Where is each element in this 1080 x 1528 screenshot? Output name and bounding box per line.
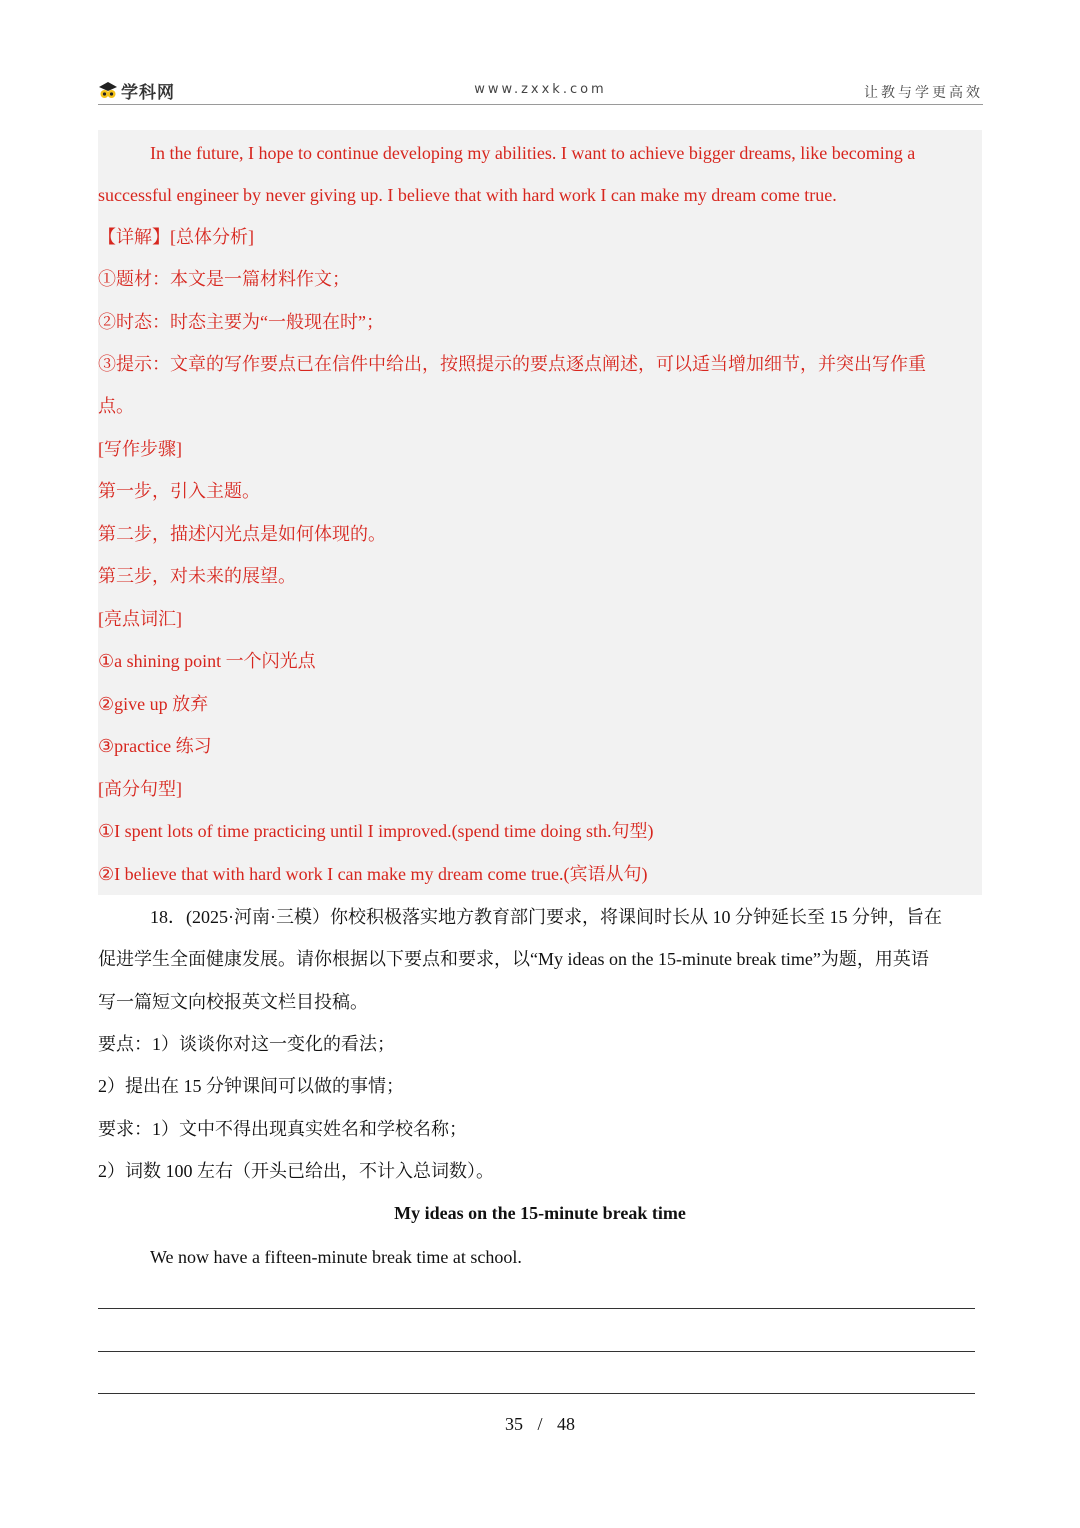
writing-line — [98, 1393, 975, 1394]
page-header — [98, 76, 983, 105]
vocab-heading: [亮点词汇] — [98, 609, 182, 629]
essay-title: My ideas on the 15-minute break time — [394, 1203, 686, 1223]
question-text: 促进学生全面健康发展。请你根据以下要点和要求，以“My ideas on the 15-minute break time”为题，用英语 — [98, 949, 929, 969]
question-text: 18．(2025·河南·三模）你校积极落实地方教育部门要求，将课间时长从 10 分钟延长至 15 分钟，旨在 — [150, 907, 942, 927]
analysis-item: ①题材：本文是一篇材料作文； — [98, 269, 350, 289]
current-page: 35 — [504, 1414, 523, 1434]
requirement-point: 2）提出在 15 分钟课间可以做的事情； — [98, 1076, 404, 1096]
essay-line: In the future, I hope to continue developing my abilities. I want to achieve bigger dreams, like becoming a — [150, 143, 916, 163]
sentence-heading: [高分句型] — [98, 779, 182, 799]
page-number — [0, 1414, 1080, 1435]
step-item: 第一步，引入主题。 — [98, 481, 260, 501]
writing-line — [98, 1351, 975, 1352]
header-slogan: 让教与学更高效 — [864, 85, 983, 101]
sentence-item: ②I believe that with hard work I can make my dream come true.(宾语从句) — [98, 864, 648, 884]
detail-heading: 【详解】[总体分析] — [98, 227, 254, 247]
vocab-item: ①a shining point 一个闪光点 — [98, 651, 316, 671]
step-item: 第三步，对未来的展望。 — [98, 566, 296, 586]
essay-opening: We now have a fifteen-minute break time at school. — [150, 1247, 522, 1267]
requirement-rule: 2）词数 100 左右（开头已给出，不计入总词数）。 — [98, 1161, 494, 1181]
page-separator: / — [537, 1414, 543, 1434]
requirement-rule: 要求：1）文中不得出现真实姓名和学校名称； — [98, 1119, 467, 1139]
requirement-point: 要点：1）谈谈你对这一变化的看法； — [98, 1034, 395, 1054]
analysis-item: ②时态：时态主要为“一般现在时”； — [98, 312, 384, 332]
analysis-item: ③提示：文章的写作要点已在信件中给出，按照提示的要点逐点阐述，可以适当增加细节，并突出写作重 — [98, 354, 926, 374]
site-url: www.zxxk.com — [474, 82, 607, 97]
sentence-item: ①I spent lots of time practicing until I improved.(spend time doing sth.句型) — [98, 821, 654, 841]
vocab-item: ②give up 放弃 — [98, 694, 209, 714]
writing-line — [98, 1308, 975, 1309]
steps-heading: [写作步骤] — [98, 439, 182, 459]
essay-line: successful engineer by never giving up. I believe that with hard work I can make my dream come true. — [98, 185, 837, 205]
analysis-item-continued: 点。 — [98, 396, 134, 416]
total-pages: 48 — [557, 1414, 575, 1434]
vocab-item: ③practice 练习 — [98, 736, 212, 756]
question-text: 写一篇短文向校报英文栏目投稿。 — [98, 992, 368, 1012]
logo-text: 学科网 — [121, 83, 175, 103]
answer-section — [98, 130, 982, 895]
step-item: 第二步，描述闪光点是如何体现的。 — [98, 524, 386, 544]
